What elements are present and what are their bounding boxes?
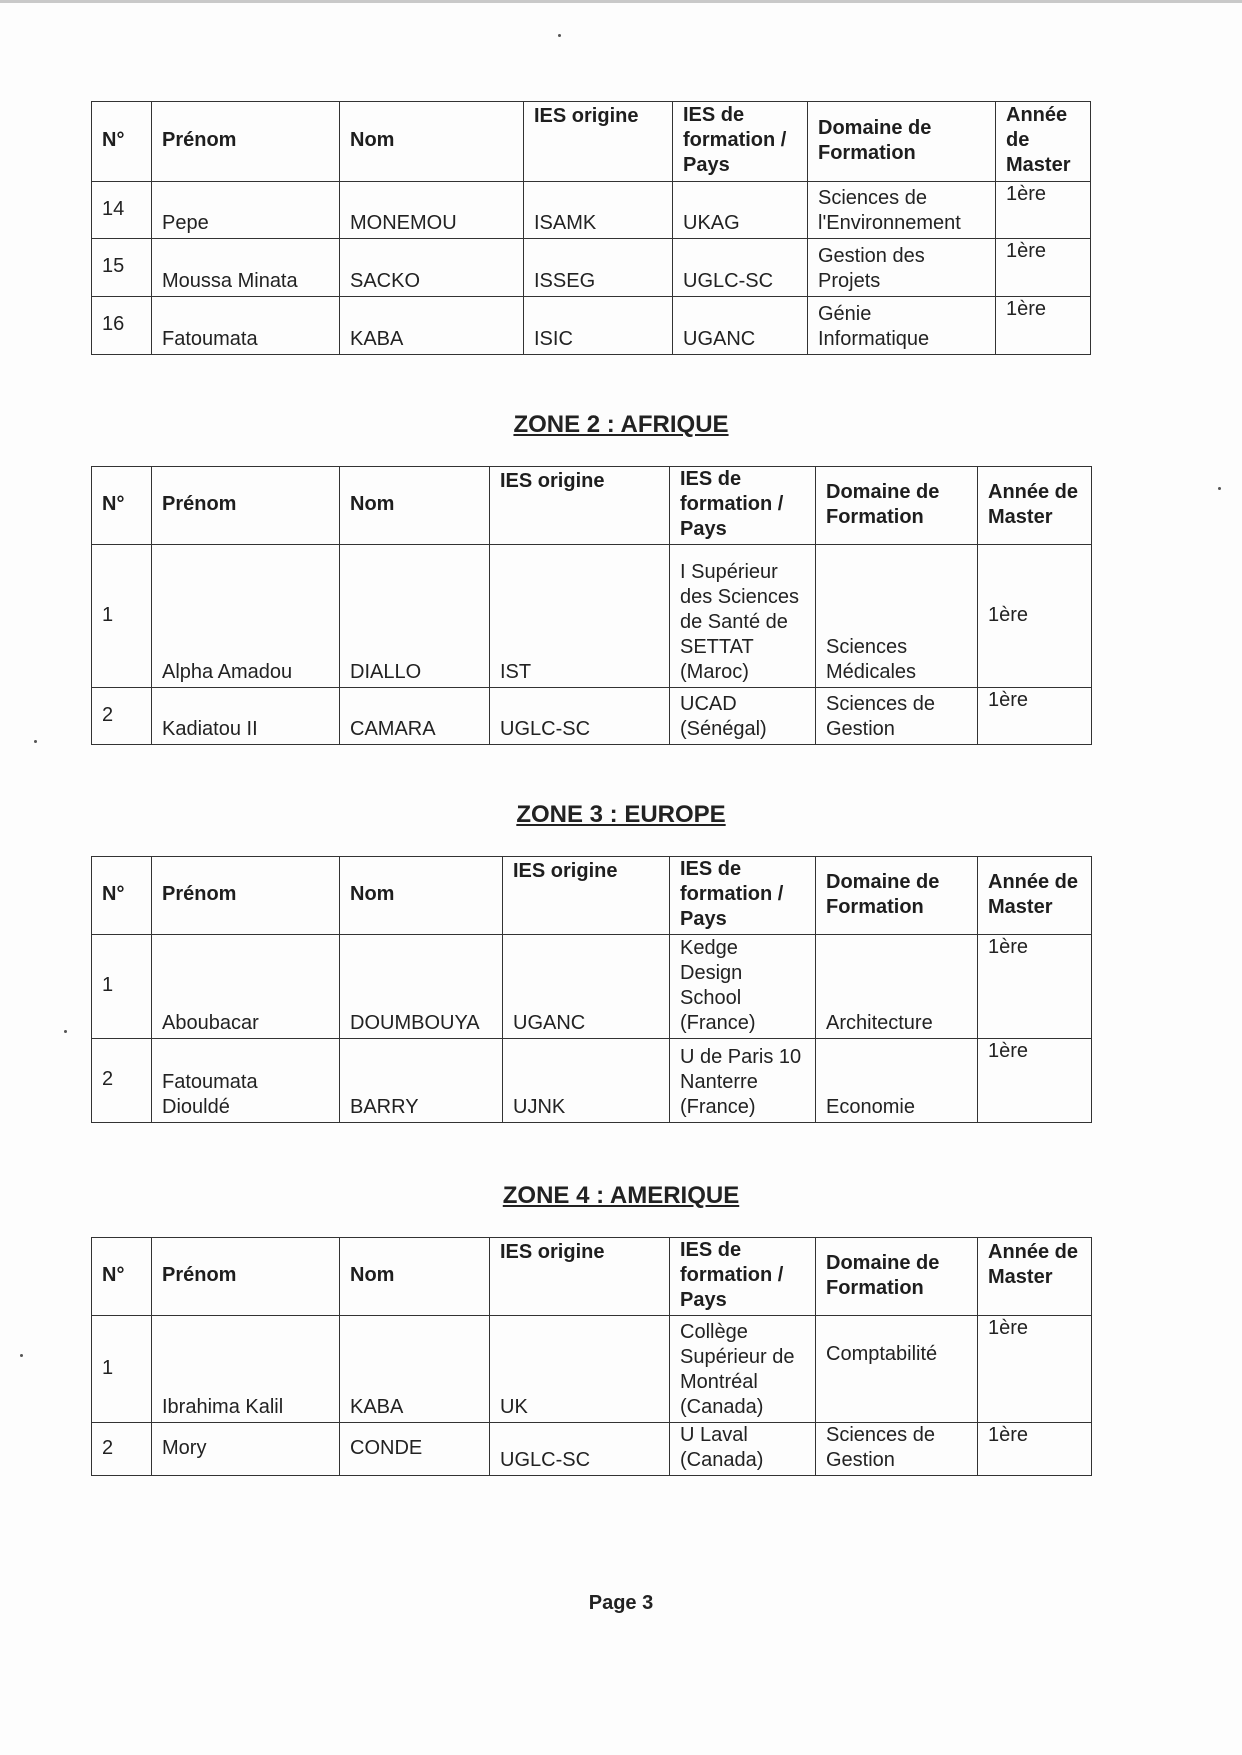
- cell-ies-formation: Kedge Design School (France): [670, 935, 816, 1039]
- cell-ies-origine: UK: [490, 1316, 670, 1423]
- cell-num: 15: [92, 239, 152, 297]
- scan-speck: [34, 740, 37, 743]
- cell-domaine: Sciences de l'Environnement: [808, 182, 996, 239]
- header-num: N°: [92, 1238, 152, 1316]
- header-prenom: Prénom: [152, 467, 340, 545]
- header-annee: Année de Master: [978, 857, 1092, 935]
- cell-prenom: Moussa Minata: [152, 239, 340, 297]
- cell-annee: 1ère: [978, 1039, 1092, 1123]
- cell-prenom: Pepe: [152, 182, 340, 239]
- header-nom: Nom: [340, 467, 490, 545]
- cell-prenom: Kadiatou II: [152, 688, 340, 745]
- header-annee: Année de Master: [978, 467, 1092, 545]
- cell-nom: KABA: [340, 297, 524, 355]
- header-domaine: Domaine de Formation: [816, 857, 978, 935]
- cell-ies-formation: UCAD (Sénégal): [670, 688, 816, 745]
- cell-ies-formation: I Supérieur des Sciences de Santé de SETTAT (Maroc): [670, 545, 816, 688]
- header-domaine: Domaine de Formation: [816, 467, 978, 545]
- scan-edge: [0, 0, 1242, 3]
- header-ies-formation: IES de formation / Pays: [670, 857, 816, 935]
- cell-ies-origine: UGLC-SC: [490, 1423, 670, 1476]
- cell-num: 1: [92, 1316, 152, 1423]
- table-row: [92, 545, 1092, 688]
- scan-speck: [20, 1354, 23, 1357]
- zone3-table: [91, 856, 1092, 1123]
- header-row: [92, 1238, 1092, 1316]
- header-ies-origine: IES origine: [490, 1238, 670, 1316]
- cell-domaine: Comptabilité: [816, 1316, 978, 1423]
- cell-ies-formation: UGLC-SC: [673, 239, 808, 297]
- cell-annee: 1ère: [978, 1316, 1092, 1423]
- header-domaine: Domaine de Formation: [808, 102, 996, 182]
- cell-domaine: Sciences Médicales: [816, 545, 978, 688]
- header-prenom: Prénom: [152, 1238, 340, 1316]
- cell-num: 16: [92, 297, 152, 355]
- cell-domaine: Architecture: [816, 935, 978, 1039]
- header-prenom: Prénom: [152, 102, 340, 182]
- cell-nom: KABA: [340, 1316, 490, 1423]
- header-domaine: Domaine de Formation: [816, 1238, 978, 1316]
- cell-prenom: Fatoumata: [152, 297, 340, 355]
- zone4-table: [91, 1237, 1092, 1476]
- table-row: [92, 1316, 1092, 1423]
- cell-nom: DIALLO: [340, 545, 490, 688]
- cell-num: 1: [92, 545, 152, 688]
- cell-annee: 1ère: [996, 182, 1091, 239]
- cell-nom: DOUMBOUYA: [340, 935, 503, 1039]
- cell-nom: CONDE: [340, 1423, 490, 1476]
- cell-ies-origine: IST: [490, 545, 670, 688]
- cell-num: 2: [92, 688, 152, 745]
- header-annee: Année de Master: [978, 1238, 1092, 1316]
- cell-domaine: Economie: [816, 1039, 978, 1123]
- header-row: [92, 102, 1091, 182]
- cell-annee: 1ère: [978, 1423, 1092, 1476]
- cell-nom: SACKO: [340, 239, 524, 297]
- cell-prenom: Ibrahima Kalil: [152, 1316, 340, 1423]
- table-row: [92, 182, 1091, 239]
- cell-ies-origine: UGLC-SC: [490, 688, 670, 745]
- cell-annee: 1ère: [996, 239, 1091, 297]
- table-row: [92, 1423, 1092, 1476]
- zone2-title: ZONE 2 : AFRIQUE: [513, 411, 729, 438]
- zone1-table: [91, 101, 1091, 355]
- table-row: [92, 935, 1092, 1039]
- header-nom: Nom: [340, 102, 524, 182]
- cell-ies-formation: U Laval (Canada): [670, 1423, 816, 1476]
- cell-nom: BARRY: [340, 1039, 503, 1123]
- cell-num: 2: [92, 1423, 152, 1476]
- scan-speck: [558, 34, 561, 37]
- cell-prenom: Alpha Amadou: [152, 545, 340, 688]
- table-row: [92, 239, 1091, 297]
- cell-prenom: Aboubacar: [152, 935, 340, 1039]
- header-prenom: Prénom: [152, 857, 340, 935]
- header-ies-origine: IES origine: [524, 102, 673, 182]
- cell-ies-formation: Collège Supérieur de Montréal (Canada): [670, 1316, 816, 1423]
- cell-domaine: Sciences de Gestion: [816, 1423, 978, 1476]
- cell-annee: 1ère: [978, 545, 1092, 688]
- scan-speck: [1218, 487, 1221, 490]
- cell-ies-formation: UKAG: [673, 182, 808, 239]
- header-ies-formation: IES de formation / Pays: [673, 102, 808, 182]
- cell-domaine: Gestion des Projets: [808, 239, 996, 297]
- header-ies-formation: IES de formation / Pays: [670, 1238, 816, 1316]
- scan-speck: [64, 1030, 67, 1033]
- table-row: [92, 297, 1091, 355]
- header-ies-origine: IES origine: [490, 467, 670, 545]
- cell-ies-origine: ISIC: [524, 297, 673, 355]
- cell-domaine: Sciences de Gestion: [816, 688, 978, 745]
- table-row: [92, 688, 1092, 745]
- cell-ies-origine: ISAMK: [524, 182, 673, 239]
- cell-num: 14: [92, 182, 152, 239]
- header-num: N°: [92, 857, 152, 935]
- zone3-title: ZONE 3 : EUROPE: [516, 801, 726, 828]
- cell-annee: 1ère: [978, 688, 1092, 745]
- cell-ies-origine: ISSEG: [524, 239, 673, 297]
- cell-prenom: Mory: [152, 1423, 340, 1476]
- header-ies-origine: IES origine: [503, 857, 670, 935]
- cell-ies-formation: U de Paris 10 Nanterre (France): [670, 1039, 816, 1123]
- cell-annee: 1ère: [996, 297, 1091, 355]
- header-num: N°: [92, 102, 152, 182]
- cell-nom: CAMARA: [340, 688, 490, 745]
- page-number: Page 3: [588, 1592, 654, 1614]
- header-ies-formation: IES de formation / Pays: [670, 467, 816, 545]
- zone2-table: [91, 466, 1092, 745]
- header-nom: Nom: [340, 857, 503, 935]
- header-annee: Année de Master: [996, 102, 1091, 182]
- cell-annee: 1ère: [978, 935, 1092, 1039]
- zone4-title: ZONE 4 : AMERIQUE: [502, 1182, 740, 1209]
- header-nom: Nom: [340, 1238, 490, 1316]
- cell-domaine: Génie Informatique: [808, 297, 996, 355]
- header-row: [92, 467, 1092, 545]
- cell-ies-origine: UJNK: [503, 1039, 670, 1123]
- cell-num: 2: [92, 1039, 152, 1123]
- table-row: [92, 1039, 1092, 1123]
- cell-nom: MONEMOU: [340, 182, 524, 239]
- cell-ies-origine: UGANC: [503, 935, 670, 1039]
- cell-num: 1: [92, 935, 152, 1039]
- header-row: [92, 857, 1092, 935]
- header-num: N°: [92, 467, 152, 545]
- cell-ies-formation: UGANC: [673, 297, 808, 355]
- cell-prenom: Fatoumata Diouldé: [152, 1039, 340, 1123]
